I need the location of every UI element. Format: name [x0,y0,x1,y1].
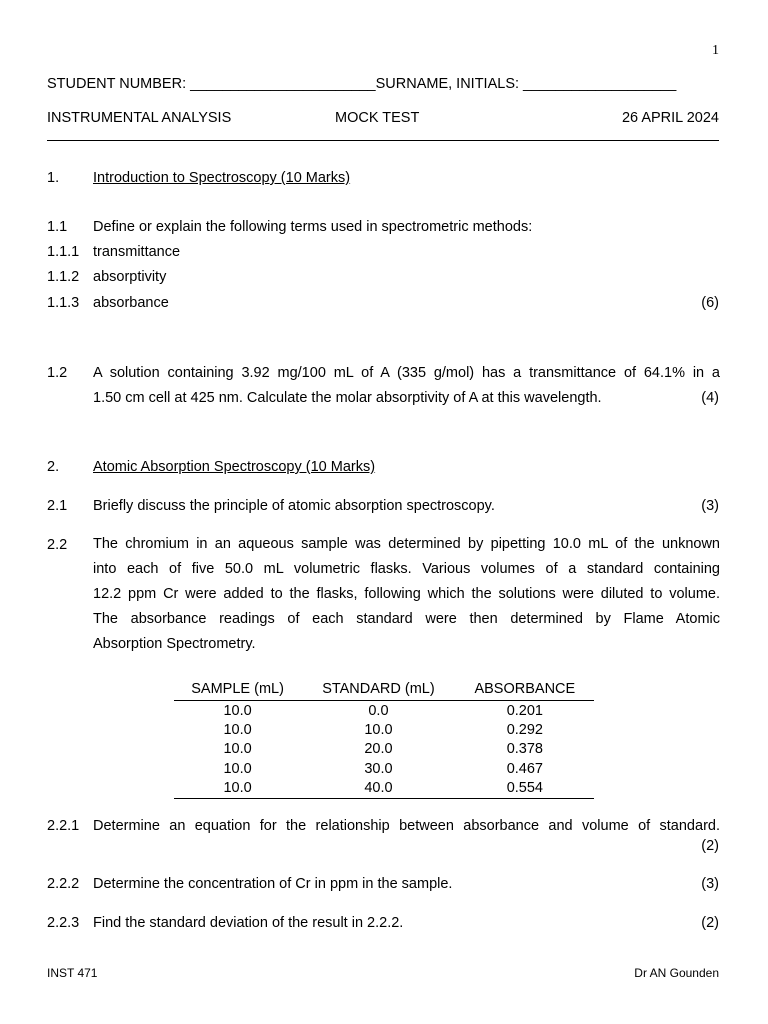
q2-2-2-text: Determine the concentration of Cr in ppm in the sample. [93,876,453,892]
q1-1-3-text: absorbance [93,295,169,311]
q2-1-number: 2.1 [47,498,68,514]
table-header-sample: SAMPLE (mL) [174,680,301,701]
page-number: 1 [712,43,719,58]
table-cell: 0.292 [506,722,543,739]
table-row [174,740,594,759]
q2-2-text [93,532,720,657]
table-row [174,701,594,721]
q2-2-2-number: 2.2.2 [47,876,80,892]
table-cell: 30.0 [364,760,393,777]
q1-2-line-2: 1.50 cm cell at 425 nm. Calculate the molar absorptivity of A at this wavelength. [93,390,602,406]
table-cell: 10.0 [174,779,301,799]
q2-2-line-2: into each of five 50.0 mL volumetric flasks. Various volumes of a standard containing [93,561,720,577]
section-1-title: Introduction to Spectroscopy (10 Marks) [93,170,351,186]
table-cell: 10.0 [223,741,252,758]
q1-2-marks: (4) [701,390,719,406]
table-row [174,720,594,739]
student-number-line: STUDENT NUMBER: _______________________SURNAME, INITIALS: ___________________ [47,76,677,92]
q1-2-line-1: A solution containing 3.92 mg/100 mL of A (335 g/mol) has a transmittance of 64.1% in a [93,365,720,381]
table-cell: 10.0 [223,722,252,739]
table-cell: 10.0 [223,702,252,719]
course-title: INSTRUMENTAL ANALYSIS [47,110,232,126]
q2-2-3-text: Find the standard deviation of the result in 2.2.2. [93,915,404,931]
q1-1-1-text: transmittance [93,244,181,260]
q1-2-text [93,361,720,386]
table-cell: 20.0 [364,741,393,758]
table-row [174,779,594,799]
table-header-row [174,680,594,701]
table-cell: 0.554 [456,779,594,799]
test-date: 26 APRIL 2024 [621,110,719,126]
table-cell: 0.201 [506,702,543,719]
q2-2-line-5: Absorption Spectrometry. [93,636,256,652]
q1-1-2-number: 1.1.2 [47,269,80,285]
q2-2-line-3: 12.2 ppm Cr were added to the flasks, following which the solutions were diluted to volume. [93,586,720,602]
q2-1-marks: (3) [701,498,719,514]
table-cell: 40.0 [301,779,455,799]
q2-1-text: Briefly discuss the principle of atomic absorption spectroscopy. [93,498,495,514]
table-cell: 0.378 [506,741,543,758]
table-cell: 10.0 [223,760,252,777]
q1-1-number: 1.1 [47,219,68,235]
table-header-absorbance: ABSORBANCE [456,680,594,701]
q1-1-1-number: 1.1.1 [47,244,80,260]
test-type: MOCK TEST [335,110,420,126]
q1-1-marks: (6) [701,295,719,311]
q1-2-number: 1.2 [47,365,68,381]
q1-1-3-number: 1.1.3 [47,295,80,311]
q2-2-2-marks: (3) [701,876,719,892]
table-cell: 0.467 [506,760,543,777]
table-cell: 10.0 [364,722,393,739]
q1-1-2-text: absorptivity [93,269,167,285]
q2-2-line-1: The chromium in an aqueous sample was determined by pipetting 10.0 mL of the unknown [93,536,720,552]
q2-2-3-marks: (2) [701,915,719,931]
q2-2-3-number: 2.2.3 [47,915,80,931]
footer-author: Dr AN Gounden [634,966,719,980]
section-1-number: 1. [47,170,60,186]
section-2-number: 2. [47,459,60,475]
table-header-standard: STANDARD (mL) [301,680,455,701]
q2-2-line-4: The absorbance readings of each standard were then determined by Flame Atomic [93,611,720,627]
table-row [174,759,594,778]
q2-2-1-marks: (2) [701,838,719,854]
table-cell: 0.0 [368,702,389,719]
section-2-title: Atomic Absorption Spectroscopy (10 Marks) [93,459,376,475]
header-divider [47,140,719,141]
q2-2-1-number: 2.2.1 [47,818,80,834]
q2-2-1-text: Determine an equation for the relationship between absorbance and volume of standard. [93,818,720,834]
q2-2-number: 2.2 [47,537,68,553]
data-table [174,680,594,799]
q1-1-text: Define or explain the following terms used in spectrometric methods: [93,219,533,235]
footer-course-code: INST 471 [47,966,98,980]
